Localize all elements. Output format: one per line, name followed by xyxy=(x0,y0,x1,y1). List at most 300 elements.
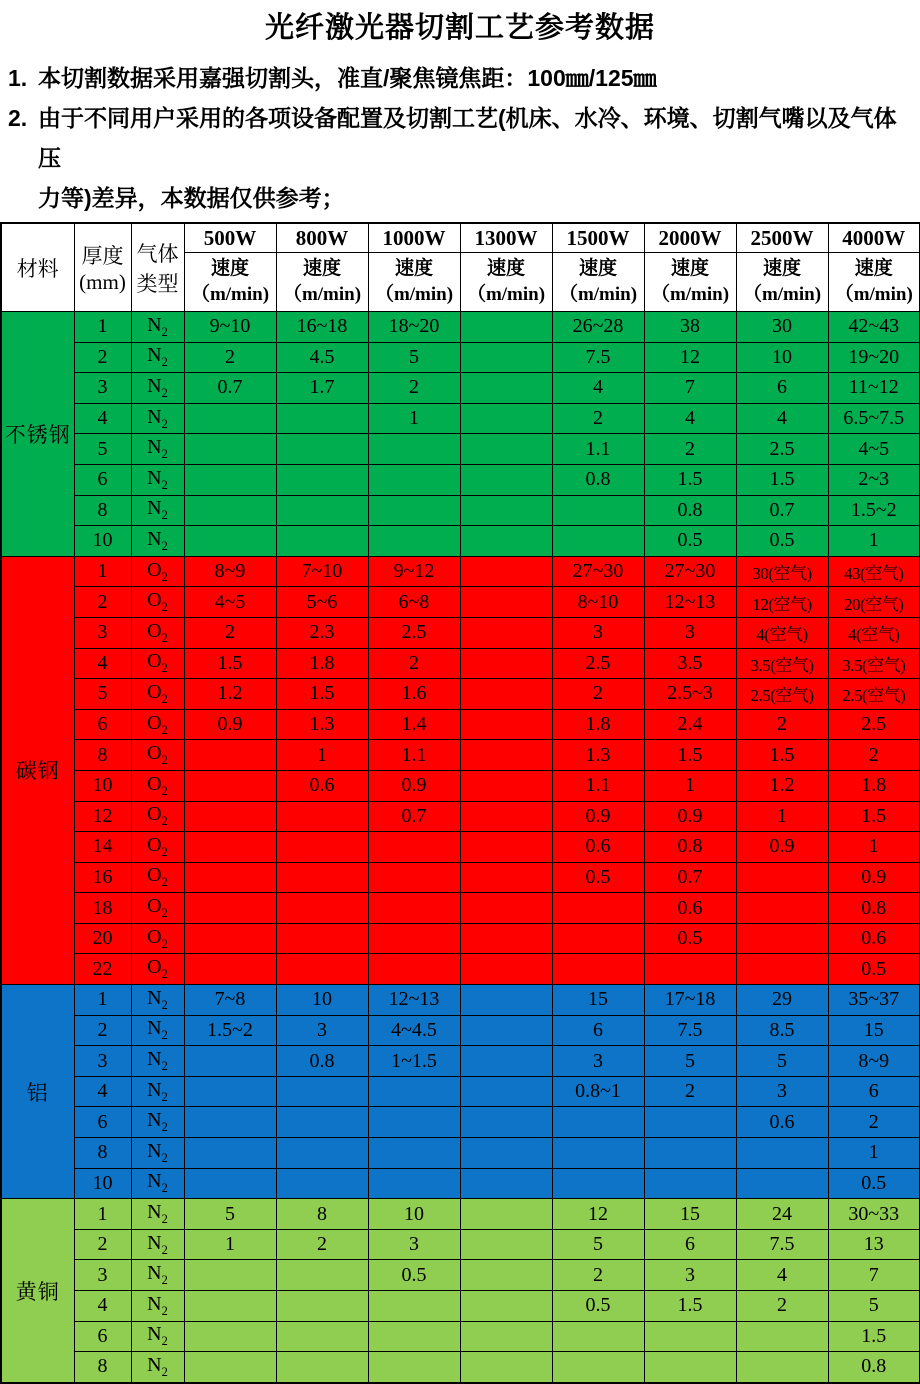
speed-cell xyxy=(276,801,368,832)
speed-cell: 10 xyxy=(276,985,368,1016)
speed-cell xyxy=(460,495,552,526)
table-row xyxy=(1,373,920,404)
speed-cell xyxy=(460,1260,552,1291)
speed-cell: 27~30 xyxy=(644,556,736,587)
speed-cell xyxy=(368,526,460,557)
speed-cell: 6 xyxy=(828,1076,920,1107)
speed-cell xyxy=(368,1107,460,1138)
speed-cell: 1.5 xyxy=(644,464,736,495)
speed-cell xyxy=(460,434,552,465)
speed-cell xyxy=(368,832,460,863)
gas-subscript: 2 xyxy=(161,906,168,921)
speed-cell: 0.5 xyxy=(552,1291,644,1322)
table-row xyxy=(1,587,920,618)
speed-cell xyxy=(184,526,276,557)
note-2 xyxy=(8,98,912,218)
table-row xyxy=(1,1138,920,1169)
speed-cell: 12(空气) xyxy=(736,587,828,618)
speed-cell xyxy=(276,464,368,495)
speed-cell: 4 xyxy=(736,403,828,434)
speed-cell xyxy=(184,1291,276,1322)
gas-subscript: 2 xyxy=(161,1181,168,1196)
speed-cell: 35~37 xyxy=(828,985,920,1016)
thickness-cell: 3 xyxy=(74,1260,131,1291)
speed-cell xyxy=(736,1321,828,1352)
thickness-cell: 4 xyxy=(74,403,131,434)
speed-cell: 0.8 xyxy=(644,495,736,526)
speed-cell xyxy=(184,1352,276,1383)
speed-cell: 1.3 xyxy=(276,709,368,740)
speed-cell: 6.5~7.5 xyxy=(828,403,920,434)
header-line: （m/min) xyxy=(558,284,638,305)
speed-cell xyxy=(460,709,552,740)
gas-cell: $N_2$ xyxy=(131,495,184,526)
gas-cell: $N_2$ xyxy=(131,1260,184,1291)
speed-cell: 8~10 xyxy=(552,587,644,618)
speed-cell xyxy=(276,495,368,526)
thickness-cell: 6 xyxy=(74,464,131,495)
speed-cell: 2.4 xyxy=(644,709,736,740)
speed-cell xyxy=(460,1229,552,1260)
header-line: 速度 xyxy=(210,258,249,280)
speed-cell xyxy=(644,1321,736,1352)
speed-cell: 2.5 xyxy=(828,709,920,740)
note-2-text xyxy=(38,98,912,218)
speed-cell xyxy=(184,893,276,924)
speed-cell xyxy=(460,403,552,434)
gas-cell: $N_2$ xyxy=(131,526,184,557)
speed-cell xyxy=(460,801,552,832)
gas-subscript: 2 xyxy=(161,1120,168,1135)
speed-cell xyxy=(736,923,828,954)
header-speed xyxy=(184,253,276,312)
speed-cell xyxy=(460,1168,552,1199)
thickness-cell: 4 xyxy=(74,1291,131,1322)
thickness-cell: 18 xyxy=(74,893,131,924)
gas-cell: $N_2$ xyxy=(131,464,184,495)
thickness-cell: 20 xyxy=(74,923,131,954)
speed-cell xyxy=(736,1168,828,1199)
speed-cell: 8.5 xyxy=(736,1015,828,1046)
speed-cell: 0.9 xyxy=(552,801,644,832)
header-line: （m/min) xyxy=(374,284,454,305)
speed-cell: 1.3 xyxy=(552,740,644,771)
speed-cell: 2 xyxy=(276,1229,368,1260)
speed-cell xyxy=(184,1321,276,1352)
material-cell: 黄铜 xyxy=(1,1199,74,1383)
thickness-cell: 5 xyxy=(74,679,131,710)
speed-cell: 3 xyxy=(644,617,736,648)
speed-cell: 1.5~2 xyxy=(828,495,920,526)
speed-cell xyxy=(184,954,276,985)
speed-cell: 0.9 xyxy=(368,770,460,801)
speed-cell xyxy=(552,923,644,954)
speed-cell xyxy=(460,1352,552,1383)
speed-cell xyxy=(184,434,276,465)
speed-cell xyxy=(368,862,460,893)
speed-cell xyxy=(276,1138,368,1169)
header-speed xyxy=(736,253,828,312)
header-thickness xyxy=(74,223,131,312)
table-row xyxy=(1,434,920,465)
speed-cell: 3.5(空气) xyxy=(828,648,920,679)
gas-cell: $N_2$ xyxy=(131,403,184,434)
speed-cell: 2.5 xyxy=(368,617,460,648)
speed-cell xyxy=(184,464,276,495)
speed-cell xyxy=(368,893,460,924)
table-row xyxy=(1,1107,920,1138)
speed-cell: 2 xyxy=(736,1291,828,1322)
table-row xyxy=(1,495,920,526)
speed-cell xyxy=(460,1076,552,1107)
header-row-powers xyxy=(1,223,920,253)
speed-cell: 2.5(空气) xyxy=(828,679,920,710)
notes-block xyxy=(8,58,912,218)
speed-cell: 1 xyxy=(276,740,368,771)
header-line: 速度 xyxy=(854,258,893,280)
speed-cell: 2 xyxy=(736,709,828,740)
speed-cell xyxy=(184,1076,276,1107)
speed-cell: 5 xyxy=(552,1229,644,1260)
speed-cell: 5 xyxy=(736,1046,828,1077)
gas-cell: $N_2$ xyxy=(131,1199,184,1230)
header-line: （m/min) xyxy=(650,284,730,305)
speed-cell: 2 xyxy=(644,1076,736,1107)
header-line: （m/min) xyxy=(282,284,362,305)
thickness-cell: 1 xyxy=(74,1199,131,1230)
gas-subscript: 2 xyxy=(161,1059,168,1074)
speed-cell xyxy=(276,1168,368,1199)
speed-cell xyxy=(184,923,276,954)
speed-cell: 27~30 xyxy=(552,556,644,587)
thickness-cell: 22 xyxy=(74,954,131,985)
table-row xyxy=(1,740,920,771)
speed-cell: 1.5 xyxy=(736,740,828,771)
speed-cell: 1 xyxy=(828,832,920,863)
speed-cell xyxy=(552,1168,644,1199)
gas-cell: $N_2$ xyxy=(131,1352,184,1383)
speed-cell: 7 xyxy=(828,1260,920,1291)
speed-cell: 1.1 xyxy=(552,770,644,801)
speed-cell: 15 xyxy=(644,1199,736,1230)
speed-cell: 2 xyxy=(368,373,460,404)
speed-cell: 30 xyxy=(736,312,828,343)
speed-cell xyxy=(460,617,552,648)
speed-cell: 4 xyxy=(644,403,736,434)
speed-cell: 12 xyxy=(552,1199,644,1230)
gas-subscript: 2 xyxy=(161,722,168,737)
speed-cell xyxy=(276,954,368,985)
speed-cell: 6 xyxy=(736,373,828,404)
gas-subscript: 2 xyxy=(161,1212,168,1227)
table-row xyxy=(1,679,920,710)
speed-cell xyxy=(736,862,828,893)
gas-subscript: 2 xyxy=(161,1334,168,1349)
speed-cell xyxy=(276,1260,368,1291)
speed-cell: 7.5 xyxy=(736,1229,828,1260)
note-2-line-1: 由于不同用户采用的各项设备配置及切割工艺(机床、水冷、环境、切割气嘴以及气体压 xyxy=(38,105,897,171)
table-row xyxy=(1,1046,920,1077)
speed-cell xyxy=(184,1138,276,1169)
speed-cell: 10 xyxy=(368,1199,460,1230)
speed-cell: 6~8 xyxy=(368,587,460,618)
speed-cell: 1 xyxy=(828,1138,920,1169)
speed-cell: 1.8 xyxy=(276,648,368,679)
gas-subscript: 2 xyxy=(161,783,168,798)
gas-cell: $O_2$ xyxy=(131,679,184,710)
table-row xyxy=(1,893,920,924)
speed-cell: 1.2 xyxy=(184,679,276,710)
speed-cell: 0.6 xyxy=(552,832,644,863)
table-body xyxy=(1,312,920,1383)
speed-cell: 2 xyxy=(368,648,460,679)
speed-cell xyxy=(460,862,552,893)
speed-cell: 7.5 xyxy=(644,1015,736,1046)
gas-subscript: 2 xyxy=(161,538,168,553)
speed-cell: 1 xyxy=(184,1229,276,1260)
speed-cell: 24 xyxy=(736,1199,828,1230)
table-row xyxy=(1,342,920,373)
speed-cell: 1.5 xyxy=(736,464,828,495)
note-1-text: 本切割数据采用嘉强切割头，准直/聚焦镜焦距：100㎜/125㎜ xyxy=(38,65,657,91)
gas-cell: $O_2$ xyxy=(131,709,184,740)
speed-cell xyxy=(184,1046,276,1077)
gas-cell: $O_2$ xyxy=(131,648,184,679)
thickness-cell: 16 xyxy=(74,862,131,893)
speed-cell xyxy=(368,434,460,465)
speed-cell xyxy=(736,893,828,924)
header-line: 速度 xyxy=(302,258,341,280)
speed-cell: 5~6 xyxy=(276,587,368,618)
speed-cell: 1 xyxy=(828,526,920,557)
speed-cell: 1.5~2 xyxy=(184,1015,276,1046)
thickness-cell: 3 xyxy=(74,1046,131,1077)
gas-subscript: 2 xyxy=(161,1028,168,1043)
header-power: 1300W xyxy=(460,223,552,253)
speed-cell: 8~9 xyxy=(184,556,276,587)
speed-cell: 11~12 xyxy=(828,373,920,404)
table-row xyxy=(1,648,920,679)
speed-cell: 19~20 xyxy=(828,342,920,373)
speed-cell: 1.2 xyxy=(736,770,828,801)
note-2-label: 2. xyxy=(8,105,28,131)
speed-cell xyxy=(736,954,828,985)
speed-cell xyxy=(368,1076,460,1107)
speed-cell xyxy=(460,740,552,771)
speed-cell: 2 xyxy=(828,740,920,771)
thickness-cell: 8 xyxy=(74,1138,131,1169)
table-row xyxy=(1,617,920,648)
speed-cell xyxy=(460,556,552,587)
speed-cell xyxy=(368,923,460,954)
speed-cell xyxy=(368,1138,460,1169)
speed-cell xyxy=(184,862,276,893)
thickness-cell: 3 xyxy=(74,617,131,648)
speed-cell: 5 xyxy=(828,1291,920,1322)
gas-subscript: 2 xyxy=(161,630,168,645)
speed-cell xyxy=(460,1107,552,1138)
gas-cell: $O_2$ xyxy=(131,770,184,801)
note-2-line-2: 力等)差异，本数据仅供参考； xyxy=(38,185,345,211)
thickness-cell: 6 xyxy=(74,1321,131,1352)
speed-cell xyxy=(184,1107,276,1138)
speed-cell xyxy=(184,770,276,801)
table-row xyxy=(1,464,920,495)
header-power: 500W xyxy=(184,223,276,253)
speed-cell xyxy=(552,954,644,985)
speed-cell xyxy=(552,893,644,924)
gas-subscript: 2 xyxy=(161,875,168,890)
gas-subscript: 2 xyxy=(161,416,168,431)
speed-cell xyxy=(460,587,552,618)
table-header xyxy=(1,223,920,312)
speed-cell: 0.8 xyxy=(276,1046,368,1077)
speed-cell xyxy=(276,1352,368,1383)
gas-cell: $O_2$ xyxy=(131,740,184,771)
speed-cell: 6 xyxy=(552,1015,644,1046)
gas-cell: $N_2$ xyxy=(131,1107,184,1138)
speed-cell: 0.8 xyxy=(552,464,644,495)
thickness-cell: 2 xyxy=(74,342,131,373)
speed-cell: 16~18 xyxy=(276,312,368,343)
speed-cell: 15 xyxy=(828,1015,920,1046)
gas-cell: $N_2$ xyxy=(131,342,184,373)
gas-cell: $O_2$ xyxy=(131,801,184,832)
gas-cell: $O_2$ xyxy=(131,954,184,985)
speed-cell: 0.9 xyxy=(184,709,276,740)
gas-subscript: 2 xyxy=(161,1273,168,1288)
material-cell: 不锈钢 xyxy=(1,312,74,557)
thickness-cell: 8 xyxy=(74,495,131,526)
gas-subscript: 2 xyxy=(161,936,168,951)
speed-cell xyxy=(460,954,552,985)
gas-cell: $N_2$ xyxy=(131,373,184,404)
speed-cell: 0.7 xyxy=(736,495,828,526)
speed-cell: 0.5 xyxy=(644,923,736,954)
thickness-cell: 5 xyxy=(74,434,131,465)
speed-cell: 0.5 xyxy=(644,526,736,557)
gas-cell: $N_2$ xyxy=(131,1015,184,1046)
gas-subscript: 2 xyxy=(161,844,168,859)
speed-cell: 3.5(空气) xyxy=(736,648,828,679)
speed-cell: 6 xyxy=(644,1229,736,1260)
speed-cell xyxy=(552,495,644,526)
speed-cell: 1 xyxy=(736,801,828,832)
speed-cell: 0.9 xyxy=(736,832,828,863)
speed-cell xyxy=(368,954,460,985)
table-row xyxy=(1,312,920,343)
speed-cell: 12~13 xyxy=(644,587,736,618)
gas-subscript: 2 xyxy=(161,1303,168,1318)
header-line: (mm) xyxy=(79,270,126,294)
thickness-cell: 1 xyxy=(74,556,131,587)
speed-cell xyxy=(460,1291,552,1322)
speed-cell xyxy=(184,495,276,526)
gas-cell: $N_2$ xyxy=(131,985,184,1016)
speed-cell: 30~33 xyxy=(828,1199,920,1230)
speed-cell xyxy=(276,893,368,924)
speed-cell xyxy=(460,679,552,710)
gas-subscript: 2 xyxy=(161,355,168,370)
speed-cell: 0.6 xyxy=(736,1107,828,1138)
header-speed xyxy=(460,253,552,312)
header-line: （m/min) xyxy=(834,284,913,305)
table-row xyxy=(1,1076,920,1107)
gas-subscript: 2 xyxy=(161,477,168,492)
speed-cell: 3 xyxy=(644,1260,736,1291)
table-row xyxy=(1,1291,920,1322)
header-line: 速度 xyxy=(670,258,709,280)
speed-cell xyxy=(276,1076,368,1107)
speed-cell: 4 xyxy=(552,373,644,404)
speed-cell: 0.6 xyxy=(828,923,920,954)
speed-cell xyxy=(460,648,552,679)
speed-cell xyxy=(276,923,368,954)
speed-cell: 29 xyxy=(736,985,828,1016)
speed-cell xyxy=(552,1321,644,1352)
gas-subscript: 2 xyxy=(161,753,168,768)
speed-cell xyxy=(184,1168,276,1199)
gas-cell: $N_2$ xyxy=(131,1229,184,1260)
table-row xyxy=(1,1015,920,1046)
speed-cell xyxy=(460,1321,552,1352)
gas-subscript: 2 xyxy=(161,1364,168,1379)
speed-cell xyxy=(736,1352,828,1383)
speed-cell: 7~10 xyxy=(276,556,368,587)
gas-cell: $O_2$ xyxy=(131,862,184,893)
gas-cell: $O_2$ xyxy=(131,587,184,618)
table-row xyxy=(1,801,920,832)
gas-cell: $N_2$ xyxy=(131,1291,184,1322)
thickness-cell: 4 xyxy=(74,1076,131,1107)
speed-cell: 7 xyxy=(644,373,736,404)
speed-cell: 4~5 xyxy=(184,587,276,618)
table-row xyxy=(1,954,920,985)
speed-cell: 0.6 xyxy=(644,893,736,924)
header-power: 4000W xyxy=(828,223,920,253)
speed-cell: 0.6 xyxy=(276,770,368,801)
speed-cell: 3 xyxy=(276,1015,368,1046)
speed-cell: 2 xyxy=(184,342,276,373)
page xyxy=(0,5,920,1379)
speed-cell: 2.5(空气) xyxy=(736,679,828,710)
speed-cell: 0.5 xyxy=(552,862,644,893)
gas-subscript: 2 xyxy=(161,508,168,523)
thickness-cell: 4 xyxy=(74,648,131,679)
speed-cell: 1.5 xyxy=(184,648,276,679)
speed-cell: 2.5 xyxy=(736,434,828,465)
speed-cell: 0.5 xyxy=(828,1168,920,1199)
speed-cell: 3.5 xyxy=(644,648,736,679)
gas-cell: $O_2$ xyxy=(131,923,184,954)
speed-cell: 0.9 xyxy=(828,862,920,893)
gas-subscript: 2 xyxy=(161,997,168,1012)
thickness-cell: 8 xyxy=(74,1352,131,1383)
gas-subscript: 2 xyxy=(161,1242,168,1257)
header-line: （m/min) xyxy=(742,284,822,305)
speed-cell: 1.8 xyxy=(552,709,644,740)
gas-cell: $N_2$ xyxy=(131,312,184,343)
speed-cell: 5 xyxy=(184,1199,276,1230)
speed-cell: 0.5 xyxy=(368,1260,460,1291)
speed-cell xyxy=(184,801,276,832)
speed-cell xyxy=(368,1291,460,1322)
speed-cell: 4~4.5 xyxy=(368,1015,460,1046)
speed-cell: 1.5 xyxy=(644,740,736,771)
speed-cell xyxy=(184,832,276,863)
header-line: （m/min) xyxy=(190,284,270,305)
speed-cell xyxy=(276,832,368,863)
